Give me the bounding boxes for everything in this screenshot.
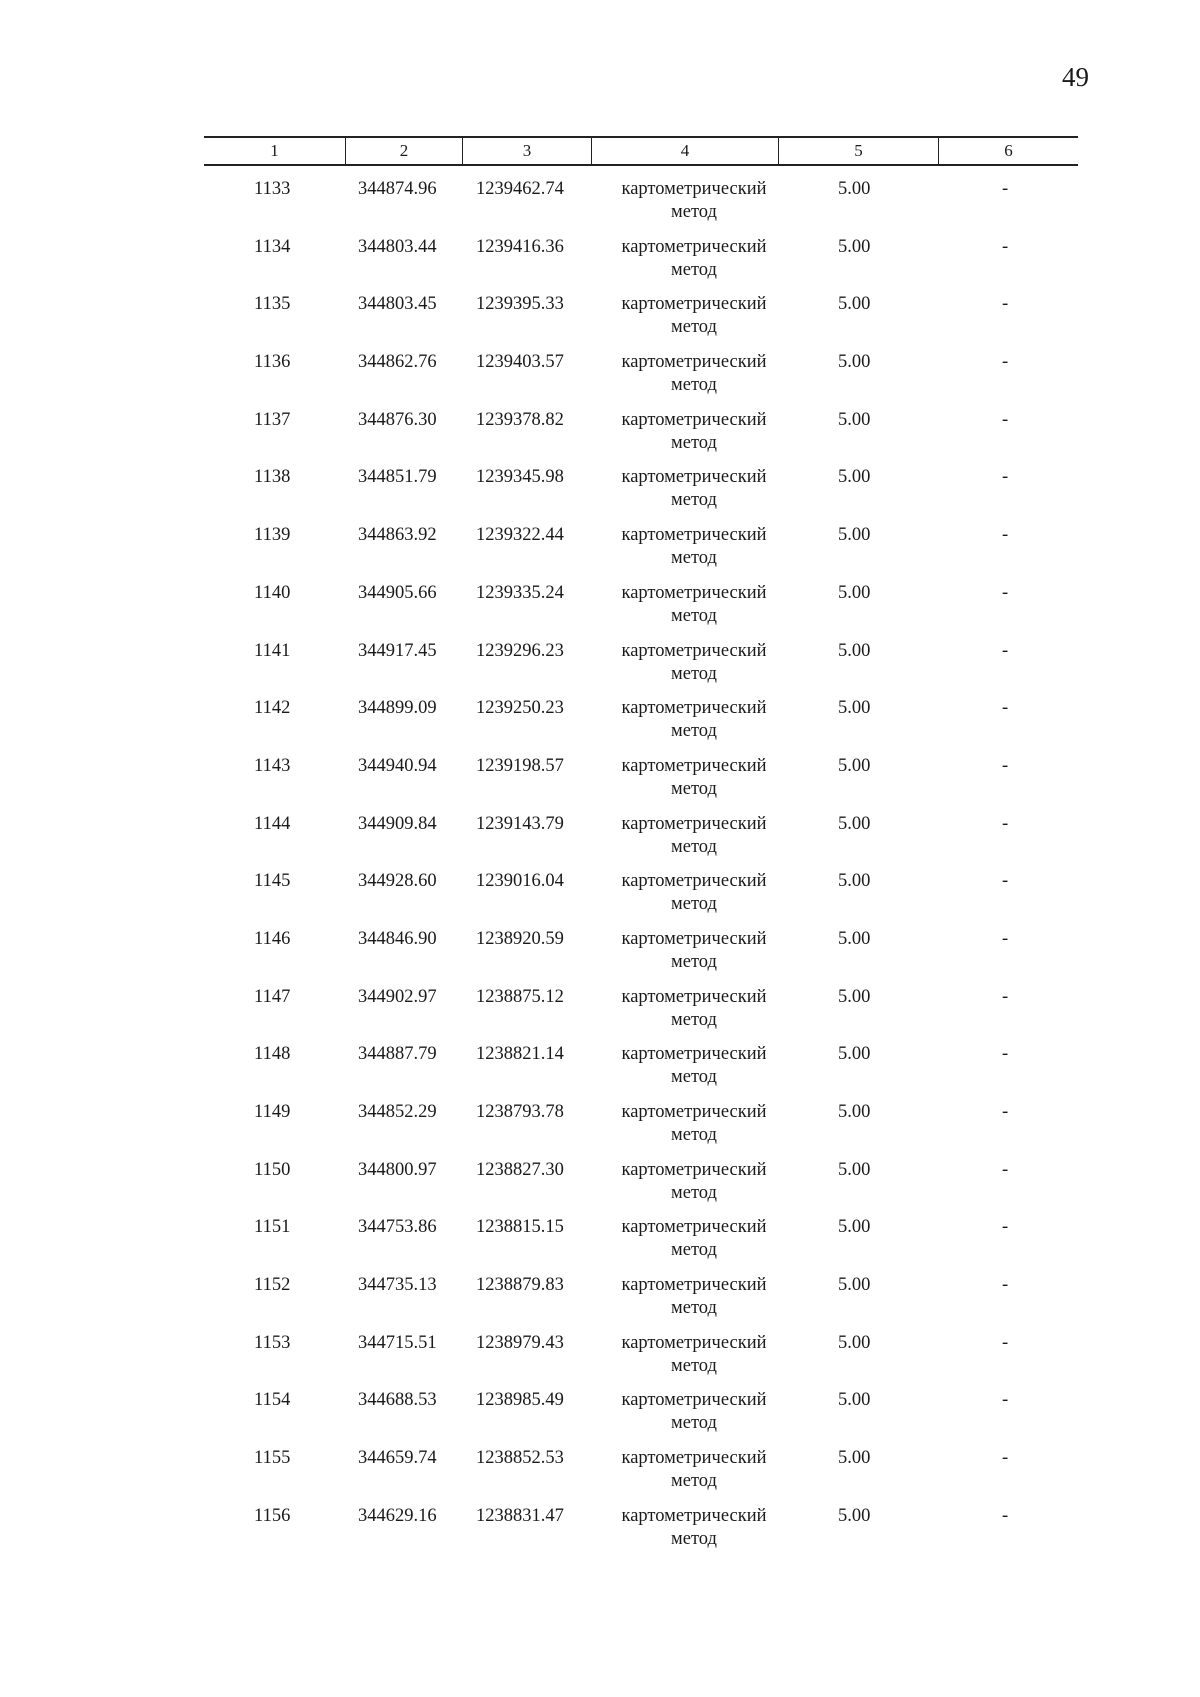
accuracy-value: 5.00 <box>838 928 871 949</box>
point-number: 1152 <box>254 1275 291 1296</box>
coordinate-y: 1238793.78 <box>476 1102 564 1122</box>
accuracy-value: 5.00 <box>838 813 871 834</box>
table-row <box>204 281 1078 339</box>
coordinate-y: 1239345.98 <box>476 467 564 488</box>
accuracy-value: 5.00 <box>838 1275 871 1296</box>
method-line-2: метод <box>671 1067 717 1088</box>
method-line-1: картометрический <box>621 755 767 776</box>
extra-value: - <box>1002 1505 1009 1526</box>
coordinate-y: 1238920.59 <box>476 928 564 949</box>
method-line-1: картометрический <box>621 986 767 1007</box>
point-number: 1134 <box>254 236 291 257</box>
point-number: 1146 <box>254 928 291 949</box>
column-header-1: 1 <box>270 141 279 160</box>
method-line-2: метод <box>671 375 717 396</box>
table-row <box>204 1262 1078 1320</box>
extra-value: - <box>1002 1159 1009 1180</box>
coordinate-x: 344917.45 <box>358 640 437 661</box>
method-line-2: метод <box>671 1355 717 1376</box>
determination-method <box>594 351 794 397</box>
coordinate-y: 1239416.36 <box>476 236 564 257</box>
accuracy-value: 5.00 <box>838 525 871 546</box>
method-line-2: метод <box>671 721 717 742</box>
point-number: 1139 <box>254 525 291 546</box>
point-number: 1156 <box>254 1505 291 1526</box>
table-row <box>204 743 1078 801</box>
method-line-1: картометрический <box>621 698 767 719</box>
accuracy-value: 5.00 <box>838 698 871 719</box>
coordinate-x: 344851.79 <box>358 467 437 488</box>
table-row <box>204 801 1078 859</box>
point-number: 1133 <box>254 179 291 199</box>
determination-method <box>594 928 794 974</box>
point-number: 1153 <box>254 1332 291 1353</box>
extra-value: - <box>1002 986 1009 1007</box>
method-line-1: картометрический <box>621 640 767 661</box>
coordinate-y: 1239403.57 <box>476 352 564 373</box>
method-line-2: метод <box>671 1182 717 1203</box>
extra-value: - <box>1002 582 1009 603</box>
coordinate-x: 344899.09 <box>358 698 437 719</box>
point-number: 1155 <box>254 1448 291 1469</box>
method-line-2: метод <box>671 1240 717 1261</box>
method-line-2: метод <box>671 1298 717 1319</box>
coordinates-table <box>204 136 1078 1551</box>
extra-value: - <box>1002 1275 1009 1296</box>
coordinate-x: 344874.96 <box>358 179 437 199</box>
accuracy-value: 5.00 <box>838 467 871 488</box>
accuracy-value: 5.00 <box>838 409 871 430</box>
extra-value: - <box>1002 1044 1009 1065</box>
method-line-1: картометрический <box>621 1217 767 1238</box>
method-line-1: картометрический <box>621 1505 767 1526</box>
point-number: 1143 <box>254 755 291 776</box>
method-line-2: метод <box>671 432 717 453</box>
point-number: 1135 <box>254 294 291 315</box>
accuracy-value: 5.00 <box>838 986 871 1007</box>
point-number: 1137 <box>254 409 291 430</box>
method-line-1: картометрический <box>621 928 767 949</box>
coordinate-x: 344629.16 <box>358 1505 437 1526</box>
determination-method <box>594 1216 794 1262</box>
coordinate-y: 1238985.49 <box>476 1390 564 1411</box>
accuracy-value: 5.00 <box>838 1390 871 1411</box>
method-line-1: картометрический <box>621 582 767 603</box>
determination-method <box>594 582 794 628</box>
determination-method <box>594 986 794 1032</box>
coordinate-x: 344902.97 <box>358 986 437 1007</box>
point-number: 1136 <box>254 352 291 373</box>
coordinate-x: 344876.30 <box>358 409 437 430</box>
method-line-1: картометрический <box>621 1102 767 1122</box>
table-row <box>204 628 1078 686</box>
accuracy-value: 5.00 <box>838 1505 871 1526</box>
table-row <box>204 1493 1078 1551</box>
determination-method <box>594 755 794 801</box>
table-body <box>204 166 1078 1551</box>
determination-method <box>594 697 794 743</box>
extra-value: - <box>1002 1332 1009 1353</box>
coordinate-y: 1239395.33 <box>476 294 564 315</box>
table-row <box>204 974 1078 1032</box>
page-number: 49 <box>1062 62 1089 92</box>
extra-value: - <box>1002 1390 1009 1411</box>
point-number: 1144 <box>254 813 291 834</box>
point-number: 1154 <box>254 1390 291 1411</box>
table-row <box>204 1089 1078 1147</box>
extra-value: - <box>1002 640 1009 661</box>
coordinate-x: 344800.97 <box>358 1159 437 1180</box>
table-row <box>204 1204 1078 1262</box>
coordinate-y: 1238821.14 <box>476 1044 564 1065</box>
method-line-2: метод <box>671 778 717 799</box>
determination-method <box>594 813 794 859</box>
method-line-2: метод <box>671 548 717 569</box>
method-line-1: картометрический <box>621 1390 767 1411</box>
determination-method <box>594 1389 794 1435</box>
method-line-1: картометрический <box>621 1275 767 1296</box>
coordinate-y: 1239143.79 <box>476 813 564 834</box>
coordinate-y: 1239462.74 <box>476 179 564 199</box>
column-header-3: 3 <box>462 138 591 164</box>
coordinate-x: 344905.66 <box>358 582 437 603</box>
method-line-2: метод <box>671 605 717 626</box>
accuracy-value: 5.00 <box>838 582 871 603</box>
coordinate-x: 344928.60 <box>358 871 437 892</box>
coordinate-y: 1238979.43 <box>476 1332 564 1353</box>
table-row <box>204 224 1078 282</box>
method-line-2: метод <box>671 951 717 972</box>
method-line-1: картометрический <box>621 813 767 834</box>
coordinate-x: 344803.45 <box>358 294 437 315</box>
coordinate-y: 1238815.15 <box>476 1217 564 1238</box>
determination-method <box>594 236 794 282</box>
point-number: 1149 <box>254 1102 291 1122</box>
accuracy-value: 5.00 <box>838 1102 871 1122</box>
point-number: 1138 <box>254 467 291 488</box>
determination-method <box>594 1447 794 1493</box>
method-line-2: метод <box>671 1471 717 1492</box>
method-line-1: картометрический <box>621 1044 767 1065</box>
determination-method <box>594 178 794 224</box>
determination-method <box>594 1332 794 1378</box>
coordinate-y: 1238831.47 <box>476 1505 564 1526</box>
point-number: 1140 <box>254 582 291 603</box>
table-row <box>204 1147 1078 1205</box>
accuracy-value: 5.00 <box>838 179 871 199</box>
extra-value: - <box>1002 525 1009 546</box>
accuracy-value: 5.00 <box>838 1448 871 1469</box>
point-number: 1151 <box>254 1217 291 1238</box>
point-number: 1150 <box>254 1159 291 1180</box>
table-row <box>204 397 1078 455</box>
table-row <box>204 1435 1078 1493</box>
method-line-1: картометрический <box>621 467 767 488</box>
extra-value: - <box>1002 698 1009 719</box>
method-line-1: картометрический <box>621 1159 767 1180</box>
point-number: 1145 <box>254 871 291 892</box>
determination-method <box>594 1043 794 1089</box>
method-line-1: картометрический <box>621 352 767 373</box>
coordinate-x: 344909.84 <box>358 813 437 834</box>
coordinate-x: 344862.76 <box>358 352 437 373</box>
accuracy-value: 5.00 <box>838 352 871 373</box>
table-row <box>204 916 1078 974</box>
coordinate-y: 1239198.57 <box>476 755 564 776</box>
extra-value: - <box>1002 813 1009 834</box>
point-number: 1141 <box>254 640 291 661</box>
coordinate-y: 1238879.83 <box>476 1275 564 1296</box>
coordinate-y: 1238875.12 <box>476 986 564 1007</box>
method-line-2: метод <box>671 490 717 511</box>
accuracy-value: 5.00 <box>838 1044 871 1065</box>
coordinate-x: 344735.13 <box>358 1275 437 1296</box>
coordinate-y: 1238827.30 <box>476 1159 564 1180</box>
coordinate-x: 344852.29 <box>358 1102 437 1122</box>
extra-value: - <box>1002 467 1009 488</box>
extra-value: - <box>1002 1217 1009 1238</box>
method-line-2: метод <box>671 1125 717 1145</box>
coordinate-y: 1239335.24 <box>476 582 564 603</box>
method-line-2: метод <box>671 1528 717 1549</box>
determination-method <box>594 409 794 455</box>
coordinate-y: 1239322.44 <box>476 525 564 546</box>
accuracy-value: 5.00 <box>838 755 871 776</box>
accuracy-value: 5.00 <box>838 1332 871 1353</box>
coordinate-x: 344940.94 <box>358 755 437 776</box>
extra-value: - <box>1002 236 1009 257</box>
coordinate-y: 1238852.53 <box>476 1448 564 1469</box>
point-number: 1148 <box>254 1044 291 1065</box>
coordinate-y: 1239250.23 <box>476 698 564 719</box>
method-line-1: картометрический <box>621 871 767 892</box>
extra-value: - <box>1002 1102 1009 1122</box>
column-header-2: 2 <box>345 138 462 164</box>
accuracy-value: 5.00 <box>838 871 871 892</box>
accuracy-value: 5.00 <box>838 640 871 661</box>
method-line-2: метод <box>671 1009 717 1030</box>
method-line-2: метод <box>671 894 717 915</box>
accuracy-value: 5.00 <box>838 1159 871 1180</box>
method-line-1: картометрический <box>621 1448 767 1469</box>
table-row <box>204 512 1078 570</box>
coordinate-x: 344846.90 <box>358 928 437 949</box>
extra-value: - <box>1002 179 1009 199</box>
method-line-1: картометрический <box>621 294 767 315</box>
extra-value: - <box>1002 871 1009 892</box>
method-line-1: картометрический <box>621 409 767 430</box>
determination-method <box>594 870 794 916</box>
method-line-2: метод <box>671 1413 717 1434</box>
point-number: 1147 <box>254 986 291 1007</box>
table-row <box>204 858 1078 916</box>
method-line-2: метод <box>671 202 717 222</box>
accuracy-value: 5.00 <box>838 236 871 257</box>
coordinate-y: 1239378.82 <box>476 409 564 430</box>
method-line-2: метод <box>671 317 717 338</box>
coordinate-x: 344753.86 <box>358 1217 437 1238</box>
coordinate-x: 344688.53 <box>358 1390 437 1411</box>
column-header-5: 5 <box>778 138 938 164</box>
coordinate-y: 1239016.04 <box>476 871 564 892</box>
extra-value: - <box>1002 928 1009 949</box>
coordinate-y: 1239296.23 <box>476 640 564 661</box>
method-line-2: метод <box>671 663 717 684</box>
extra-value: - <box>1002 1448 1009 1469</box>
method-line-1: картометрический <box>621 179 767 199</box>
method-line-2: метод <box>671 259 717 280</box>
table-row <box>204 1031 1078 1089</box>
extra-value: - <box>1002 755 1009 776</box>
method-line-1: картометрический <box>621 525 767 546</box>
method-line-2: метод <box>671 836 717 857</box>
accuracy-value: 5.00 <box>838 1217 871 1238</box>
point-number: 1142 <box>254 698 291 719</box>
table-row <box>204 570 1078 628</box>
coordinate-x: 344659.74 <box>358 1448 437 1469</box>
extra-value: - <box>1002 409 1009 430</box>
coordinate-x: 344863.92 <box>358 525 437 546</box>
accuracy-value: 5.00 <box>838 294 871 315</box>
determination-method <box>594 640 794 686</box>
table-row <box>204 1377 1078 1435</box>
table-row <box>204 339 1078 397</box>
table-row <box>204 685 1078 743</box>
method-line-1: картометрический <box>621 1332 767 1353</box>
coordinate-x: 344803.44 <box>358 236 437 257</box>
determination-method <box>594 1159 794 1205</box>
extra-value: - <box>1002 294 1009 315</box>
table-row <box>204 166 1078 224</box>
column-header-6: 6 <box>938 138 1078 164</box>
column-header-4: 4 <box>591 138 778 164</box>
determination-method <box>594 1101 794 1147</box>
table-row <box>204 454 1078 512</box>
table-row <box>204 1320 1078 1378</box>
determination-method <box>594 1505 794 1551</box>
extra-value: - <box>1002 352 1009 373</box>
determination-method <box>594 466 794 512</box>
coordinate-x: 344887.79 <box>358 1044 437 1065</box>
table-header <box>204 136 1078 166</box>
determination-method <box>594 1274 794 1320</box>
method-line-1: картометрический <box>621 236 767 257</box>
coordinate-x: 344715.51 <box>358 1332 437 1353</box>
determination-method <box>594 524 794 570</box>
determination-method <box>594 293 794 339</box>
